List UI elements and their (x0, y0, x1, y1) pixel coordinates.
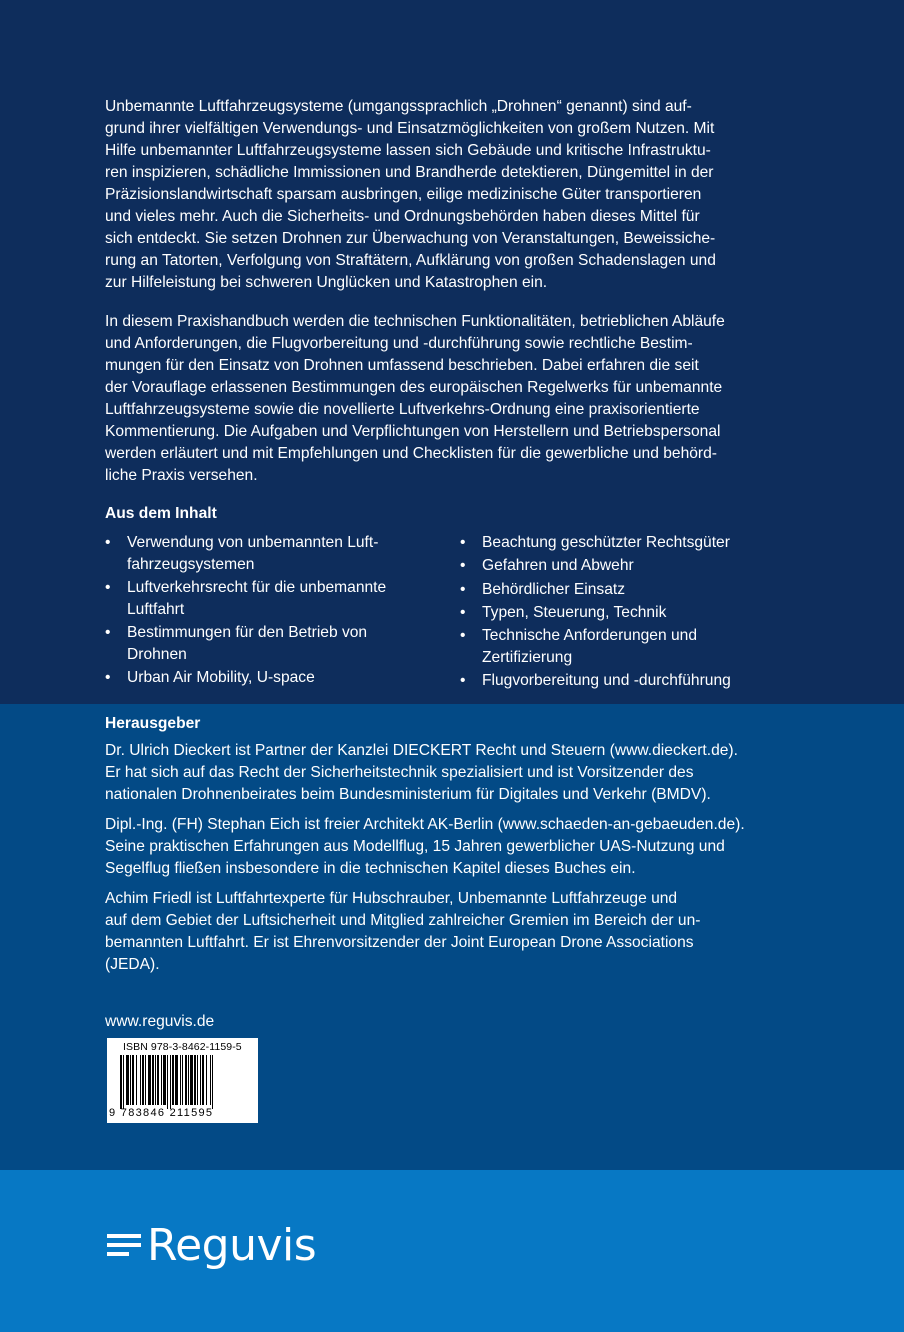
intro-paragraph-2: In diesem Praxishandbuch werden die technischen Funktionalitäten, betrieblichen Abläufe und Anforderungen, die Flugvorbereitung und -durchführung sowie rechtliche Bestim- mungen für den Einsatz von Drohnen umfassend beschrieben. Dabei erfahren die seit der Vorauflage erlassenen Bestimmungen des europäischen Regelwerks für unbemannte Luftfahrzeugsysteme sowie die novellierte Luftverkehrs-Ordnung eine praxisorientierte Kommentierung. Die Aufgaben und Verpflichtungen von Herstellern und Betriebspersonal werden erläutert und mit Empfehlungen und Checklisten für die gewerbliche und behörd- liche Praxis versehen. (105, 313, 725, 484)
editor-bio-dieckert: Dr. Ulrich Dieckert ist Partner der Kanzlei DIECKERT Recht und Steuern (www.dieckert.de). Er hat sich auf das Recht der Sicherheitstechnik spezialisiert und ist Vorsitzender des nationalen Drohnenbeirates beim Bundesministerium für Digitales und Verkehr (BMDV). (105, 742, 738, 803)
contents-list-right (460, 532, 800, 693)
bullet-icon: • (460, 603, 466, 621)
logo-lines-icon (107, 1234, 141, 1256)
barcode-bars-icon (120, 1055, 248, 1109)
bullet-icon: • (105, 534, 111, 551)
bullet-icon: • (460, 627, 466, 645)
isbn-barcode (107, 1038, 258, 1123)
isbn-digits: 9 783846 211595 (109, 1107, 214, 1119)
list-item: • Bestimmungen für den Betrieb von Drohnen (105, 624, 368, 663)
list-item: • Flugvorbereitung und -durchführung (460, 670, 800, 692)
bullet-icon: • (460, 557, 466, 575)
bullet-icon: • (105, 624, 111, 641)
list-item: • Typen, Steuerung, Technik (460, 602, 800, 624)
editor-bio-friedl: Achim Friedl ist Luftfahrtexperte für Hubschrauber, Unbemannte Luftfahrzeuge und auf dem Gebiet der Luftsicherheit und Mitglied zahlreicher Gremien im Bereich der un- bemannten Luftfahrt. Er ist Ehrenvorsitzender der Joint European Drone Associations (JEDA). (105, 890, 701, 973)
list-item: • Verwendung von unbemannten Luft- fahrzeugsystemen (105, 534, 379, 573)
list-item: • Gefahren und Abwehr (460, 555, 800, 577)
contents-list-left (105, 532, 435, 691)
intro-paragraph-1: Unbemannte Luftfahrzeugsysteme (umgangssprachlich „Drohnen“ genannt) sind auf- grund ihrer vielfältigen Verwendungs- und Einsatzmöglichkeiten von großem Nutzen. Mit Hilfe unbemannter Luftfahrzeugsysteme lassen sich Gebäude und kritische Infrastruktu- ren inspizieren, schädliche Immissionen und Brandherde detektieren, Düngemittel in der Präzisionslandwirtschaft sparsam ausbringen, eilige medizinische Güter transportieren und vieles mehr. Auch die Sicherheits- und Ordnungsbehörden haben dieses Mittel für sich entdeckt. Sie setzen Drohnen zur Überwachung von Veranstaltungen, Beweissiche- rung an Tatorten, Verfolgung von Straftätern, Aufklärung von großen Schadenslagen und zur Hilfeleistung bei schweren Unglücken und Katastrophen ein. (105, 98, 716, 291)
bullet-icon: • (460, 534, 466, 551)
website-url: www.reguvis.de (105, 1013, 215, 1030)
list-item: • Beachtung geschützter Rechtsgüter (460, 532, 800, 554)
bullet-icon: • (460, 671, 466, 689)
editor-bio-eich: Dipl.-Ing. (FH) Stephan Eich ist freier Architekt AK-Berlin (www.schaeden-an-gebaeuden.de). Seine praktischen Erfahrungen aus Modellflug, 15 Jahren gewerblicher UAS-Nutzung und Segelflug fließen insbesondere in die technischen Kapitel dieses Buches ein. (105, 816, 745, 877)
contents-heading: Aus dem Inhalt (105, 505, 217, 522)
logo-wordmark: Reguvis (147, 1220, 317, 1271)
list-item: • Urban Air Mobility, U-space (105, 667, 435, 689)
bullet-icon: • (105, 579, 111, 596)
bullet-icon: • (460, 580, 466, 598)
isbn-label: ISBN 978-3-8462-1159-5 (123, 1041, 242, 1053)
list-item: • Luftverkehrsrecht für die unbemannte Luftfahrt (105, 579, 387, 618)
bullet-icon: • (105, 669, 111, 686)
list-item: • Technische Anforderungen und Zertifizierung (460, 627, 698, 666)
editors-heading: Herausgeber (105, 715, 201, 732)
list-item: • Behördlicher Einsatz (460, 579, 800, 601)
